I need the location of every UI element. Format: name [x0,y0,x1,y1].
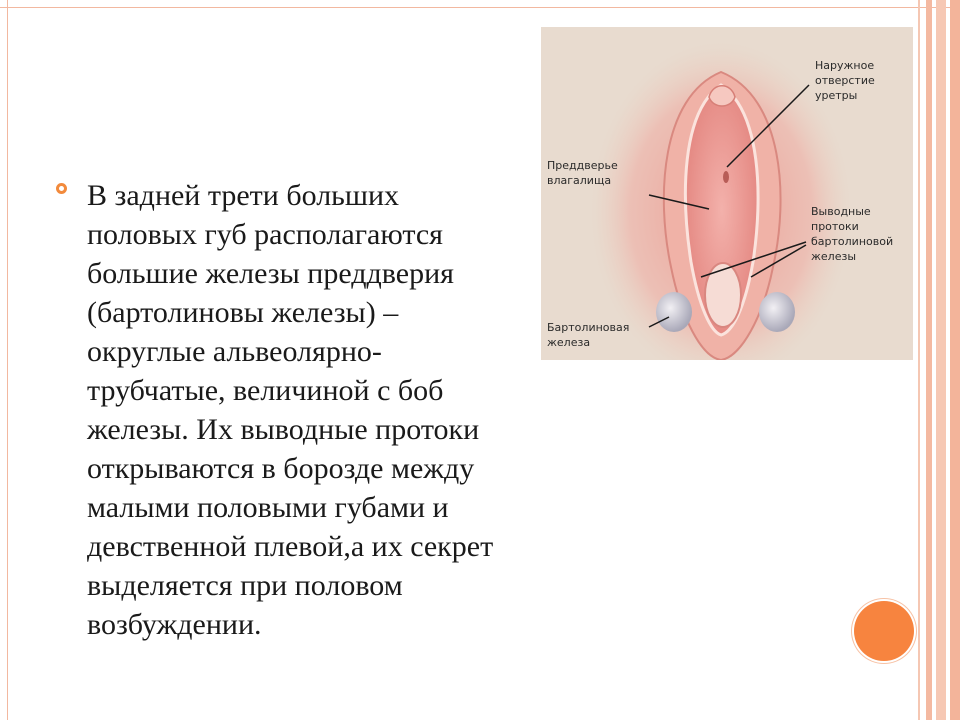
right-stripe-4 [950,0,960,720]
anatomy-illustration [541,27,913,360]
right-stripe-1 [918,0,920,720]
bartholin-gland-right [759,292,795,332]
label-urethra-1: Наружное [815,59,875,72]
text-line: малыми половыми губами и [87,491,449,524]
label-gland-2: железа [547,336,591,349]
text-line: большие железы преддверия [87,257,454,290]
urethra-opening [723,171,729,183]
clitoral-hood [709,86,735,106]
slide-body-text [87,176,607,644]
frame-top-line [0,7,960,8]
label-ducts-3: бартолиновой [811,235,894,248]
label-vestibule-1: Преддверье [547,159,618,172]
label-vestibule-2: влагалища [547,174,612,187]
text-line: железы. Их выводные протоки [87,413,480,446]
label-urethra-2: отверстие [815,74,875,87]
text-line: половых губ располагаются [87,218,443,251]
text-line: возбуждении. [87,608,262,641]
text-line: девственной плевой,а их секрет [87,530,494,563]
decorative-orange-circle [854,601,914,661]
right-stripe-2 [926,0,932,720]
text-line: выделяется при половом [87,569,403,602]
frame-left-line [7,0,8,720]
label-urethra-3: уретры [815,89,858,102]
label-gland-1: Бартолиновая [547,321,630,334]
text-line: (бартолиновы железы) – [87,296,399,329]
vaginal-opening [705,263,741,327]
text-line: открываются в борозде между [87,452,475,485]
right-stripe-3 [936,0,946,720]
label-ducts-2: протоки [811,220,859,233]
text-line: В задней трети больших [87,179,399,212]
text-line: округлые альвеолярно- [87,335,382,368]
label-ducts-4: железы [811,250,857,263]
label-ducts-1: Выводные [811,205,871,218]
bartholin-gland-left [656,292,692,332]
bullet-icon [56,183,67,194]
text-line: трубчатые, величиной с боб [87,374,444,407]
